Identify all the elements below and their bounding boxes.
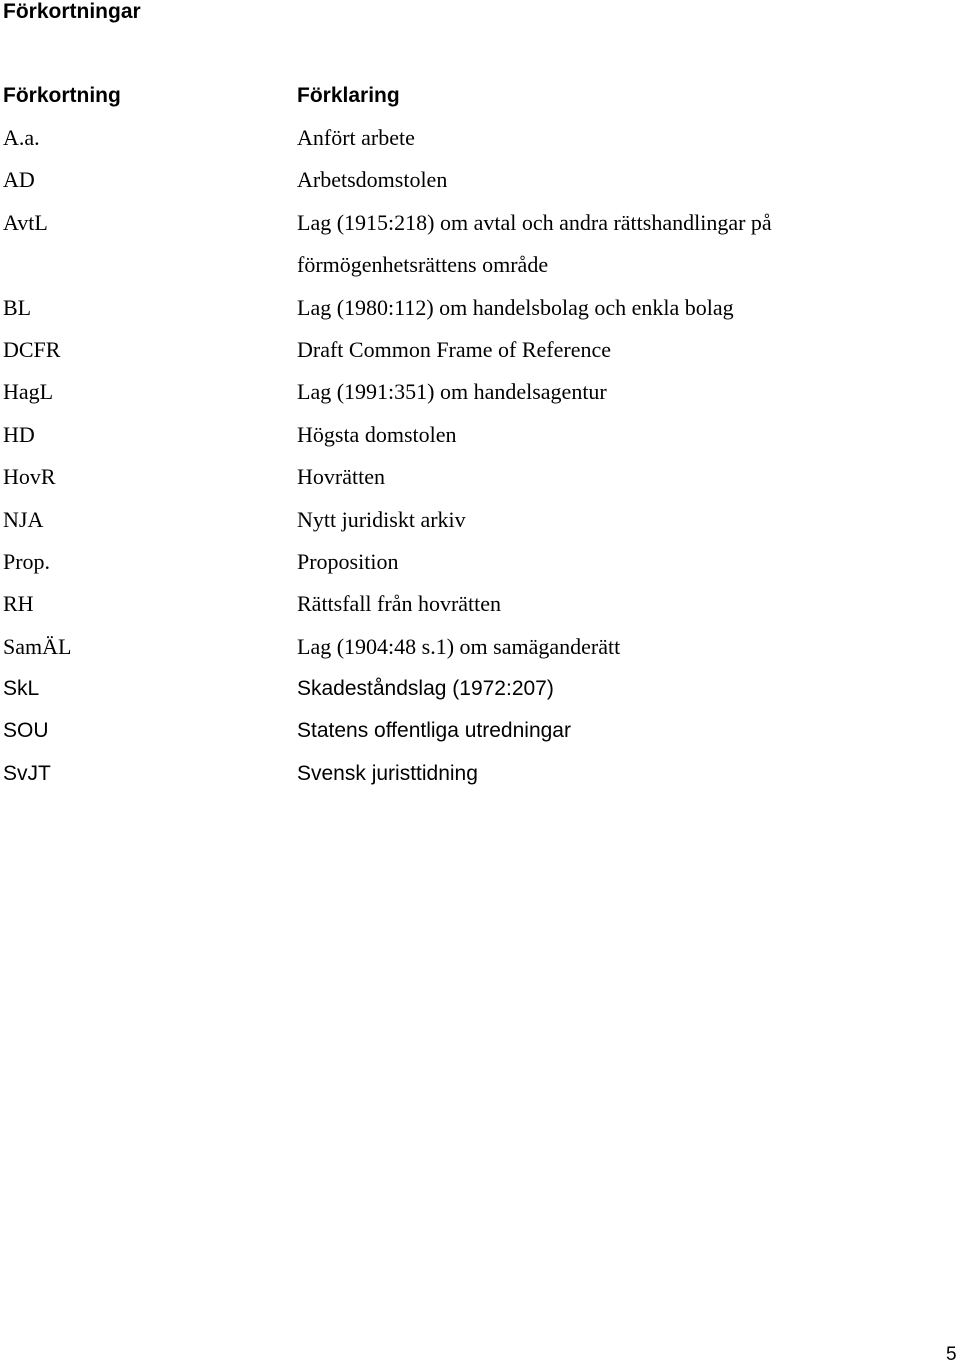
explanation: Arbetsdomstolen: [297, 167, 448, 193]
explanation: Statens offentliga utredningar: [297, 719, 571, 743]
table-row: [0, 250, 960, 292]
table-row: [0, 674, 960, 716]
abbreviation: AD: [3, 167, 35, 193]
table-row: [0, 208, 960, 250]
explanation: Lag (1991:351) om handelsagentur: [297, 379, 607, 405]
abbreviation: BL: [3, 294, 32, 320]
table-row: [0, 759, 960, 801]
explanation: Svensk juristtidning: [297, 761, 478, 785]
abbreviation: DCFR: [3, 336, 61, 362]
explanation: Anfört arbete: [297, 125, 415, 150]
header-abbreviation: Förkortning: [3, 84, 121, 107]
explanation: Nytt juridiskt arkiv: [297, 506, 466, 532]
explanation: Proposition: [297, 548, 399, 574]
table-row: [0, 716, 960, 758]
table-row: [0, 123, 960, 165]
abbreviation: HovR: [3, 464, 56, 490]
abbreviation-list: [0, 123, 960, 801]
abbreviation: HagL: [3, 379, 54, 405]
table-row: [0, 589, 960, 631]
table-row: [0, 293, 960, 335]
abbreviation: AvtL: [3, 209, 48, 235]
abbreviation: A.a.: [3, 125, 40, 150]
table-header: [0, 81, 960, 111]
header-explanation: Förklaring: [297, 84, 400, 107]
explanation: Lag (1915:218) om avtal och andra rättshandlingar på: [297, 209, 772, 235]
abbreviation: SOU: [3, 719, 49, 743]
table-row: [0, 462, 960, 504]
abbreviation: SamÄL: [3, 633, 72, 659]
page-number: 5: [946, 1344, 957, 1365]
abbreviation: SkL: [3, 677, 40, 701]
table-row: [0, 547, 960, 589]
explanation: förmögenhetsrättens område: [297, 252, 549, 278]
explanation: Lag (1980:112) om handelsbolag och enkla bolag: [297, 294, 734, 320]
abbreviation: RH: [3, 591, 34, 617]
explanation: Skadeståndslag (1972:207): [297, 677, 554, 701]
table-row: [0, 377, 960, 419]
abbreviation: NJA: [3, 506, 44, 532]
table-row: [0, 165, 960, 207]
table-row: [0, 420, 960, 462]
page-heading: Förkortningar: [3, 0, 141, 23]
table-row: [0, 505, 960, 547]
explanation: Draft Common Frame of Reference: [297, 336, 611, 362]
table-row: [0, 632, 960, 674]
explanation: Rättsfall från hovrätten: [297, 591, 502, 617]
explanation: Hovrätten: [297, 464, 385, 490]
explanation: Lag (1904:48 s.1) om samäganderätt: [297, 633, 621, 659]
abbreviation: HD: [3, 421, 35, 447]
abbreviation: Prop.: [3, 548, 51, 574]
abbreviation: SvJT: [3, 761, 51, 785]
table-row: [0, 335, 960, 377]
explanation: Högsta domstolen: [297, 421, 457, 447]
